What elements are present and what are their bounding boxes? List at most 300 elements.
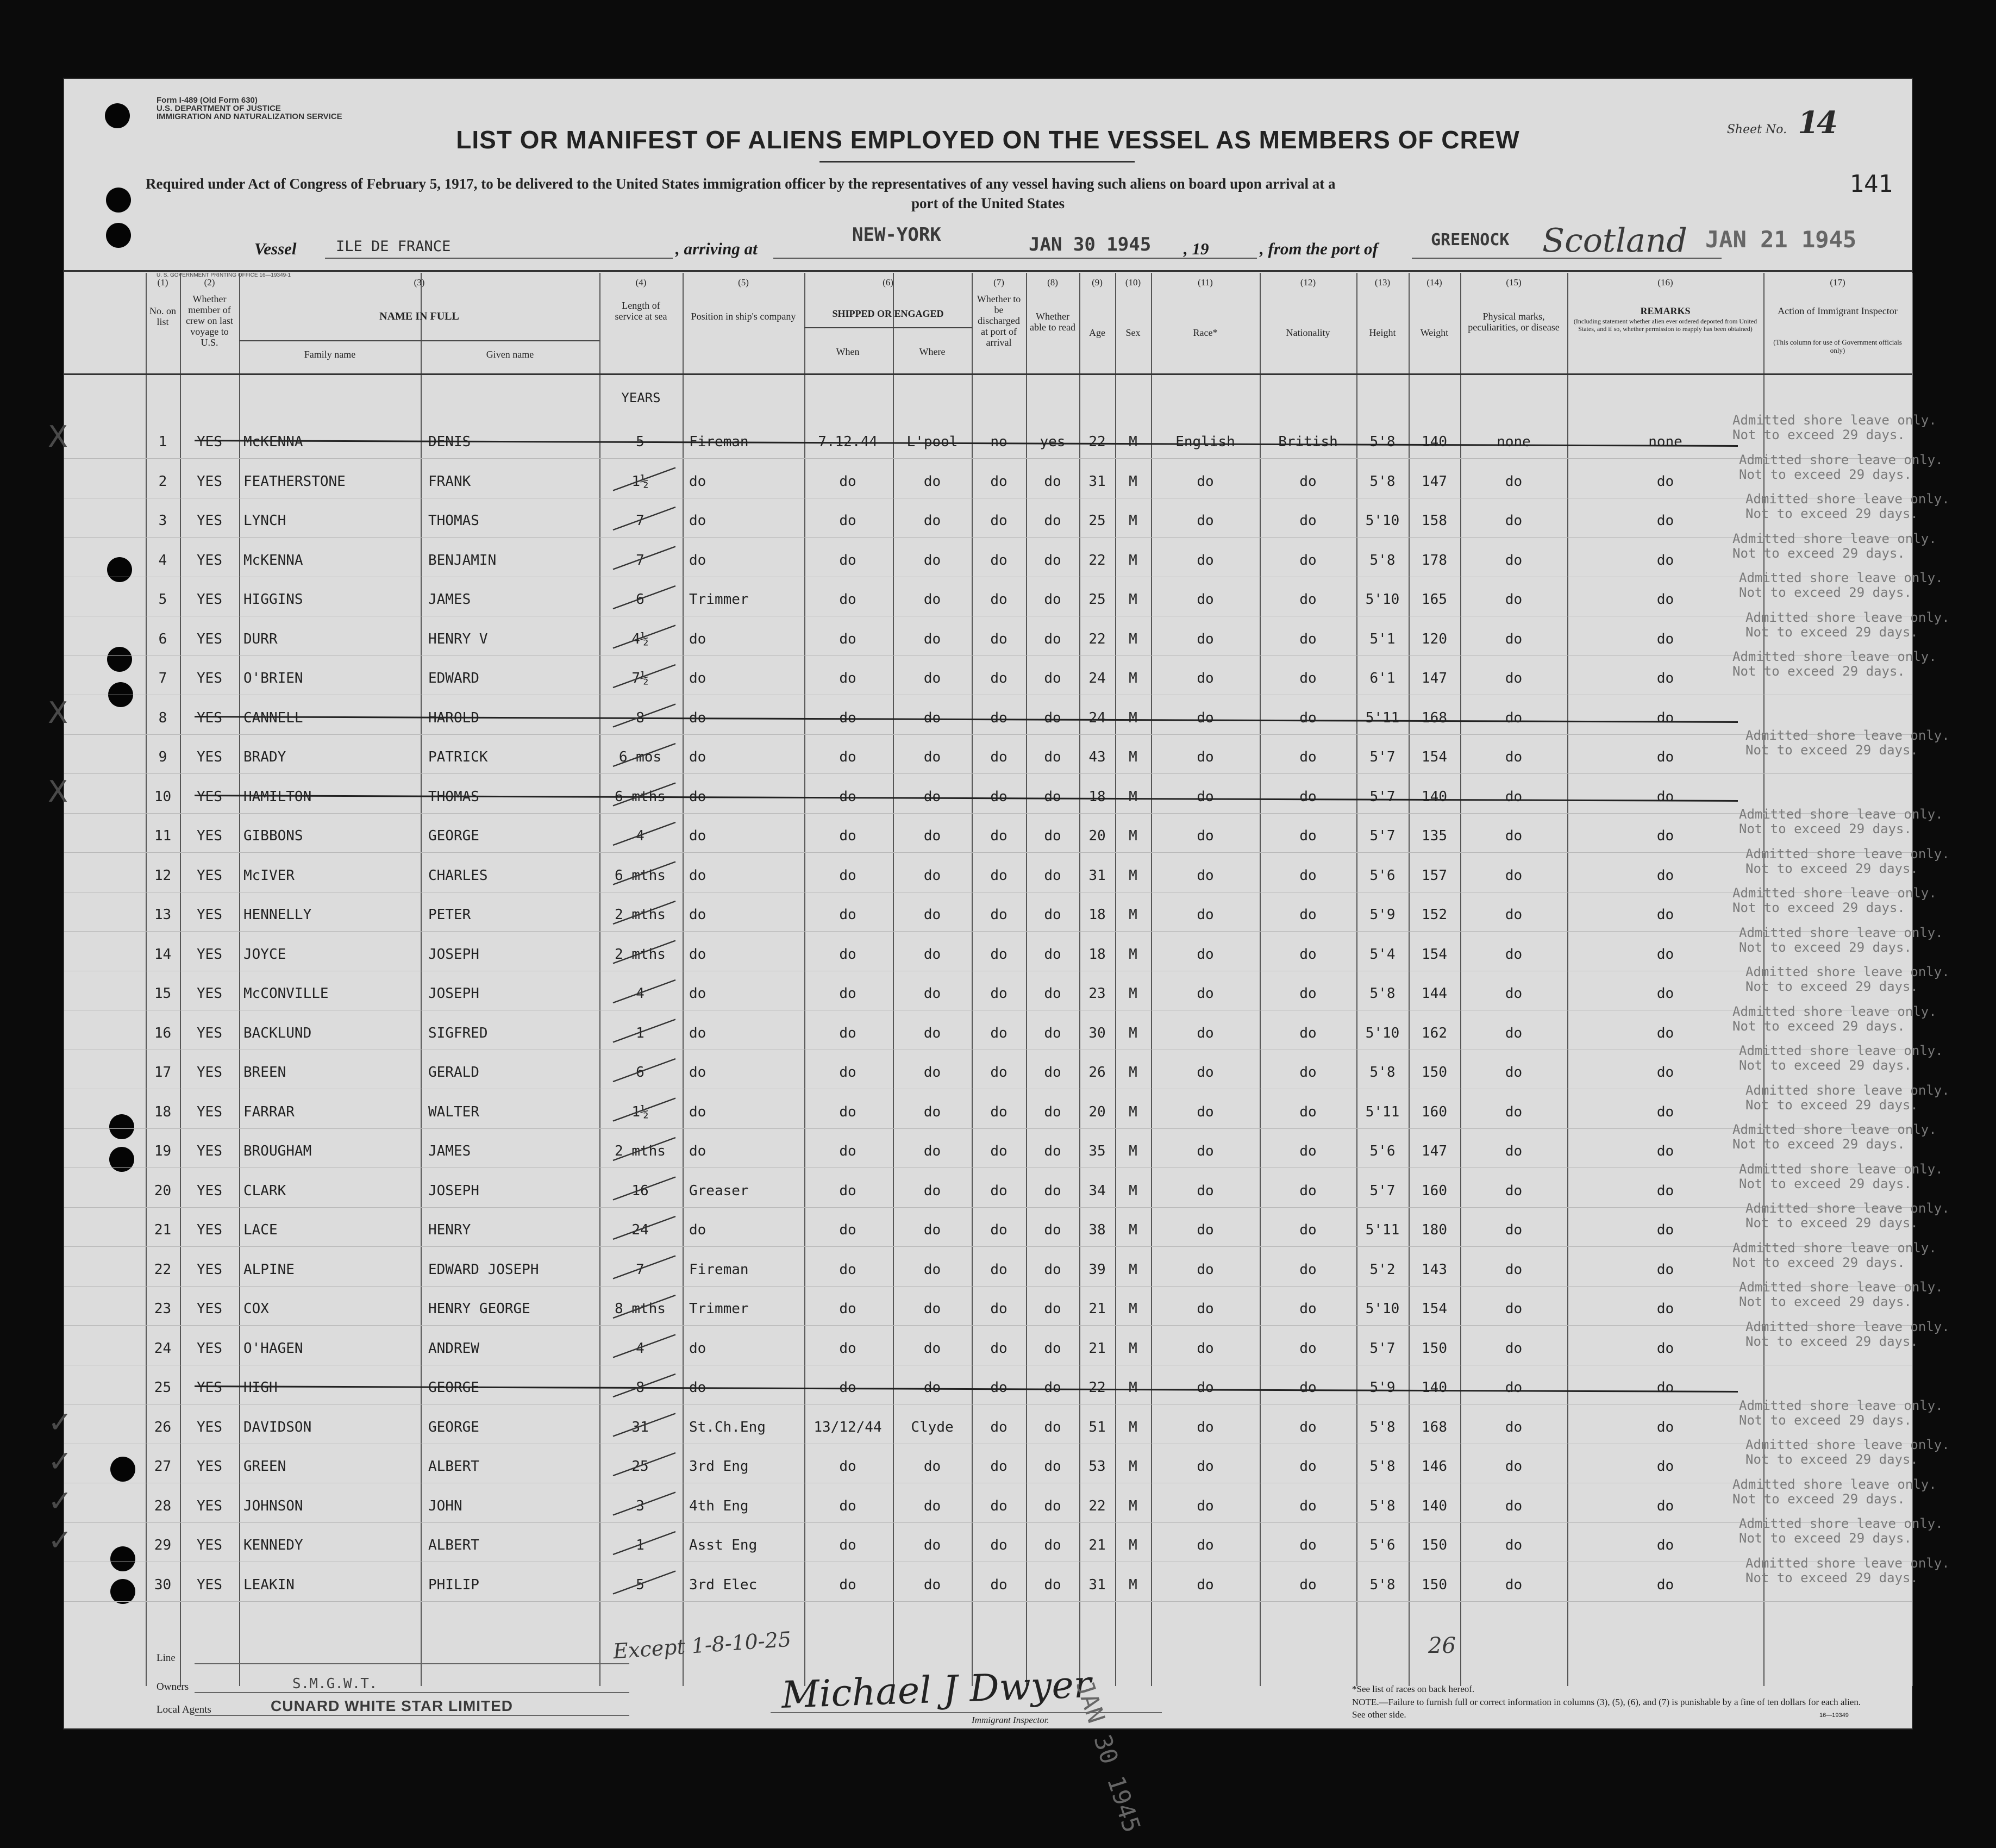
- header-when: When: [836, 346, 860, 357]
- cell-discharged: do: [990, 513, 1008, 529]
- cell-discharged: do: [990, 709, 1008, 726]
- cell-race: do: [1197, 1025, 1214, 1041]
- cell-service: 4½: [631, 630, 649, 647]
- action-remark: Admitted shore leave only. Not to exceed 29 days.: [1739, 1161, 1943, 1191]
- check-mark: ✓: [48, 1523, 73, 1557]
- cell-sex: M: [1129, 1419, 1137, 1435]
- cell-remarks: do: [1656, 1261, 1674, 1278]
- departure-date-stamp: JAN 21 1945: [1705, 226, 1857, 253]
- cell-given: HENRY GEORGE: [428, 1301, 530, 1317]
- cell-remarks: do: [1656, 513, 1674, 529]
- cell-height: 5'4: [1369, 946, 1396, 963]
- cell-age: 26: [1088, 1064, 1106, 1081]
- cell-read: do: [1044, 473, 1061, 490]
- cell-family: CANNELL: [243, 709, 303, 726]
- cross-mark: X: [48, 774, 68, 809]
- cell-physical: do: [1505, 985, 1523, 1002]
- tick-stroke: [613, 1453, 675, 1476]
- cell-member: YES: [197, 630, 222, 647]
- cell-age: 21: [1088, 1301, 1106, 1317]
- cell-read: do: [1044, 1537, 1061, 1553]
- cell-position: do: [689, 946, 706, 963]
- cell-member: YES: [197, 1340, 222, 1357]
- from-port: GREENOCK: [1431, 230, 1510, 249]
- cell-remarks: do: [1656, 1182, 1674, 1199]
- cell-physical: do: [1505, 591, 1523, 608]
- header-whether-member: Whether member of crew on last voyage to U.S.: [186, 294, 233, 348]
- cell-service: 1½: [631, 1103, 649, 1120]
- tick-stroke: [613, 744, 675, 766]
- cell-physical: do: [1505, 1182, 1523, 1199]
- action-remark: Admitted shore leave only. Not to exceed 29 days.: [1745, 1082, 1950, 1113]
- cell-member: YES: [197, 867, 222, 884]
- cell-nationality: do: [1299, 513, 1317, 529]
- cell-sex: M: [1129, 1103, 1137, 1120]
- cell-weight: 140: [1422, 434, 1447, 450]
- cell-height: 5'6: [1369, 1143, 1396, 1159]
- cell-remarks: do: [1656, 1143, 1674, 1159]
- col-number: (7): [993, 277, 1004, 288]
- cell-where: do: [923, 630, 941, 647]
- cell-member: YES: [197, 1064, 222, 1081]
- cell-no: 9: [158, 749, 167, 765]
- cell-member: YES: [197, 670, 222, 686]
- cell-no: 10: [154, 788, 172, 805]
- col-number: (8): [1047, 277, 1058, 288]
- cell-race: do: [1197, 473, 1214, 490]
- cell-family: McIVER: [243, 867, 295, 884]
- cell-where: do: [923, 1182, 941, 1199]
- cell-physical: do: [1505, 1576, 1523, 1593]
- cell-position: do: [689, 907, 706, 923]
- cell-race: do: [1197, 1182, 1214, 1199]
- cell-discharged: do: [990, 1419, 1008, 1435]
- header-height: Height: [1369, 327, 1396, 338]
- cell-sex: M: [1129, 1379, 1137, 1396]
- cell-discharged: do: [990, 828, 1008, 844]
- cell-race: do: [1197, 1261, 1214, 1278]
- cell-position: do: [689, 473, 706, 490]
- cell-discharged: do: [990, 907, 1008, 923]
- cell-nationality: do: [1299, 1379, 1317, 1396]
- cell-discharged: do: [990, 1143, 1008, 1159]
- cell-nationality: do: [1299, 828, 1317, 844]
- action-remark: Admitted shore leave only. Not to exceed 29 days.: [1745, 609, 1950, 640]
- cell-given: ALBERT: [428, 1458, 479, 1475]
- cell-physical: none: [1497, 434, 1531, 450]
- cell-when: do: [839, 1143, 856, 1159]
- cell-no: 18: [154, 1103, 172, 1120]
- header-position: Position in ship's company: [691, 311, 796, 322]
- cell-no: 25: [154, 1379, 172, 1396]
- tick-stroke: [613, 901, 675, 924]
- cell-remarks: do: [1656, 1576, 1674, 1593]
- cell-given: JOSEPH: [428, 1182, 479, 1199]
- cell-no: 30: [154, 1576, 172, 1593]
- cell-read: do: [1044, 788, 1061, 805]
- cell-remarks: do: [1656, 1537, 1674, 1553]
- form-identifier: Form I-489 (Old Form 630) U.S. DEPARTMENT OF JUSTICE IMMIGRATION AND NATURALIZATION SERVICE: [157, 96, 342, 121]
- cell-where: do: [923, 907, 941, 923]
- cell-height: 5'8: [1369, 1576, 1396, 1593]
- crew-table: [48, 273, 1950, 1708]
- cell-given: HENRY: [428, 1222, 471, 1238]
- cell-height: 5'10: [1365, 1025, 1400, 1041]
- cell-given: GEORGE: [428, 828, 479, 844]
- cell-race: do: [1197, 828, 1214, 844]
- cell-no: 23: [154, 1301, 172, 1317]
- cell-read: do: [1044, 1497, 1061, 1514]
- cell-given: JAMES: [428, 1143, 471, 1159]
- cell-where: do: [923, 788, 941, 805]
- cell-family: GREEN: [243, 1458, 286, 1475]
- races-note: *See list of races on back hereof.: [1352, 1684, 1475, 1694]
- cell-position: do: [689, 1222, 706, 1238]
- cell-race: do: [1197, 788, 1214, 805]
- action-remark: Admitted shore leave only. Not to exceed 29 days.: [1732, 413, 1937, 442]
- cell-service: 1½: [631, 473, 649, 490]
- cell-read: do: [1044, 907, 1061, 923]
- cell-family: HIGGINS: [243, 591, 303, 608]
- cell-service: 7: [636, 552, 645, 569]
- cell-given: THOMAS: [428, 788, 479, 805]
- action-remark: Admitted shore leave only. Not to exceed 29 days.: [1739, 570, 1943, 600]
- cell-position: do: [689, 1379, 706, 1396]
- cell-where: do: [923, 1222, 941, 1238]
- cell-member: YES: [197, 1576, 222, 1593]
- cell-where: L'pool: [906, 434, 958, 450]
- cell-age: 22: [1088, 434, 1106, 450]
- cell-height: 5'2: [1369, 1261, 1396, 1278]
- cell-physical: do: [1505, 749, 1523, 765]
- action-remark: Admitted shore leave only. Not to exceed 29 days.: [1732, 885, 1937, 915]
- cell-remarks: do: [1656, 1222, 1674, 1238]
- cell-weight: 140: [1422, 1379, 1447, 1396]
- cell-position: 4th Eng: [689, 1497, 749, 1514]
- cell-sex: M: [1129, 749, 1137, 765]
- cell-family: McKENNA: [243, 552, 303, 569]
- cell-family: O'HAGEN: [243, 1340, 303, 1357]
- cell-no: 28: [154, 1497, 172, 1514]
- cell-given: ANDREW: [428, 1340, 479, 1357]
- header-no-on-list: No. on list: [149, 305, 176, 327]
- cell-given: GEORGE: [428, 1379, 479, 1396]
- cell-height: 5'8: [1369, 552, 1396, 569]
- cell-discharged: do: [990, 1379, 1008, 1396]
- action-remark: Admitted shore leave only. Not to exceed 29 days.: [1732, 530, 1937, 561]
- cell-weight: 158: [1422, 513, 1447, 529]
- cell-discharged: do: [990, 946, 1008, 963]
- cell-physical: do: [1505, 1458, 1523, 1475]
- cell-family: DAVIDSON: [243, 1419, 312, 1435]
- cell-family: BROUGHAM: [243, 1143, 312, 1159]
- tick-stroke: [613, 1138, 675, 1160]
- cell-read: do: [1044, 1143, 1061, 1159]
- cell-member: YES: [197, 946, 222, 963]
- cell-position: do: [689, 828, 706, 844]
- cell-nationality: do: [1299, 709, 1317, 726]
- header-remarks-sub: (Including statement whether alien ever ordered deported from United States, and if so, whether permission to reapply has been obtained): [1573, 317, 1757, 333]
- cell-physical: do: [1505, 867, 1523, 884]
- cell-service: 7: [636, 1261, 645, 1278]
- cell-nationality: do: [1299, 946, 1317, 963]
- cell-nationality: do: [1299, 749, 1317, 765]
- cell-member: YES: [197, 1261, 222, 1278]
- cell-height: 5'7: [1369, 1340, 1396, 1357]
- cell-given: JOSEPH: [428, 946, 479, 963]
- header-shipped-or-engaged: SHIPPED OR ENGAGED: [832, 308, 944, 319]
- line-label: Line: [157, 1652, 176, 1664]
- cell-given: GEORGE: [428, 1419, 479, 1435]
- cell-height: 6'1: [1369, 670, 1396, 686]
- cell-discharged: do: [990, 1458, 1008, 1475]
- cell-remarks: do: [1656, 1103, 1674, 1120]
- cell-family: JOHNSON: [243, 1497, 303, 1514]
- cell-physical: do: [1505, 907, 1523, 923]
- cell-nationality: do: [1299, 1458, 1317, 1475]
- cell-discharged: do: [990, 552, 1008, 569]
- cell-physical: do: [1505, 1301, 1523, 1317]
- cell-sex: M: [1129, 552, 1137, 569]
- cell-race: do: [1197, 1379, 1214, 1396]
- header-discharged: Whether to be discharged at port of arrival: [977, 294, 1021, 348]
- tick-stroke: [613, 626, 675, 648]
- cell-height: 5'8: [1369, 1458, 1396, 1475]
- col-number: (15): [1506, 277, 1522, 288]
- cell-nationality: do: [1299, 1064, 1317, 1081]
- cell-discharged: do: [990, 1497, 1008, 1514]
- cell-when: do: [839, 749, 856, 765]
- cell-height: 5'8: [1369, 1497, 1396, 1514]
- cell-when: do: [839, 552, 856, 569]
- cell-remarks: none: [1648, 434, 1682, 450]
- action-remark: Admitted shore leave only. Not to exceed 29 days.: [1745, 1201, 1950, 1231]
- cell-service: 6 mths: [615, 867, 666, 884]
- cell-service: 3: [636, 1497, 645, 1514]
- cell-no: 8: [158, 709, 167, 726]
- cell-discharged: do: [990, 867, 1008, 884]
- cell-position: do: [689, 1025, 706, 1041]
- cell-weight: 140: [1422, 1497, 1447, 1514]
- cell-age: 18: [1088, 946, 1106, 963]
- cell-service: 5: [636, 434, 645, 450]
- cell-discharged: do: [990, 749, 1008, 765]
- col-number: (3): [414, 277, 425, 288]
- cell-no: 4: [158, 552, 167, 569]
- cell-race: do: [1197, 946, 1214, 963]
- cell-race: do: [1197, 552, 1214, 569]
- cell-read: do: [1044, 1576, 1061, 1593]
- cell-where: do: [923, 1143, 941, 1159]
- cell-when: do: [839, 709, 856, 726]
- cell-nationality: do: [1299, 1182, 1317, 1199]
- cell-weight: 160: [1422, 1182, 1447, 1199]
- cell-where: do: [923, 1103, 941, 1120]
- cell-family: COX: [243, 1301, 269, 1317]
- cell-when: do: [839, 985, 856, 1002]
- inspector-signature: Michael J Dwyer: [780, 1663, 1092, 1717]
- cell-physical: do: [1505, 1064, 1523, 1081]
- cell-family: DURR: [243, 630, 278, 647]
- arrival-date-stamp: JAN 30 1945: [1029, 234, 1152, 255]
- cell-no: 19: [154, 1143, 172, 1159]
- cell-read: do: [1044, 1340, 1061, 1357]
- cell-when: do: [839, 828, 856, 844]
- cell-height: 5'11: [1365, 709, 1400, 726]
- header-family-name: Family name: [304, 349, 356, 360]
- cell-given: PHILIP: [428, 1576, 479, 1593]
- cell-physical: do: [1505, 1497, 1523, 1514]
- cell-sex: M: [1129, 946, 1137, 963]
- col-number: (2): [204, 277, 215, 288]
- cell-age: 43: [1088, 749, 1106, 765]
- cell-read: do: [1044, 1222, 1061, 1238]
- cell-member: YES: [197, 552, 222, 569]
- cell-age: 25: [1088, 513, 1106, 529]
- cell-when: do: [839, 788, 856, 805]
- cell-service: 7: [636, 513, 645, 529]
- col-number: (17): [1830, 277, 1845, 288]
- cell-nationality: do: [1299, 867, 1317, 884]
- cell-height: 5'9: [1369, 1379, 1396, 1396]
- cell-position: Fireman: [689, 434, 749, 450]
- action-remark: Admitted shore leave only. Not to exceed 29 days.: [1745, 1555, 1950, 1585]
- cell-read: do: [1044, 1182, 1061, 1199]
- cell-race: do: [1197, 907, 1214, 923]
- tick-stroke: [613, 507, 675, 530]
- cell-race: English: [1175, 434, 1235, 450]
- cell-where: do: [923, 1379, 941, 1396]
- cell-read: do: [1044, 591, 1061, 608]
- cell-when: do: [839, 1182, 856, 1199]
- tick-stroke: [613, 1295, 675, 1318]
- cell-race: do: [1197, 709, 1214, 726]
- tick-stroke: [613, 1020, 675, 1042]
- penalty-note: NOTE.—Failure to furnish full or correct information in columns (3), (5), (6), and (7) is punishable by a fine of ten dollars for each alien. See other side.: [1352, 1697, 1861, 1720]
- cell-service: 31: [631, 1419, 649, 1435]
- cell-physical: do: [1505, 946, 1523, 963]
- cell-when: do: [839, 1576, 856, 1593]
- vessel-label: Vessel: [254, 239, 297, 258]
- cell-position: St.Ch.Eng: [689, 1419, 766, 1435]
- cell-given: ALBERT: [428, 1537, 479, 1553]
- cell-service: 24: [631, 1222, 649, 1238]
- cell-read: do: [1044, 1025, 1061, 1041]
- cell-nationality: do: [1299, 907, 1317, 923]
- cell-age: 35: [1088, 1143, 1106, 1159]
- vessel-name: ILE DE FRANCE: [336, 238, 451, 255]
- cell-height: 5'11: [1365, 1103, 1400, 1120]
- cell-sex: M: [1129, 1025, 1137, 1041]
- cell-member: YES: [197, 1143, 222, 1159]
- cell-remarks: do: [1656, 709, 1674, 726]
- cell-remarks: do: [1656, 1379, 1674, 1396]
- cell-sex: M: [1129, 1261, 1137, 1278]
- cell-read: do: [1044, 985, 1061, 1002]
- cell-race: do: [1197, 513, 1214, 529]
- cell-member: YES: [197, 828, 222, 844]
- cell-family: ALPINE: [243, 1261, 295, 1278]
- cell-position: do: [689, 709, 706, 726]
- col-number: (13): [1374, 277, 1391, 288]
- cell-remarks: do: [1656, 1340, 1674, 1357]
- cell-member: YES: [197, 513, 222, 529]
- header-weight: Weight: [1420, 327, 1449, 338]
- header-race: Race*: [1193, 327, 1218, 338]
- cell-family: LEAKIN: [243, 1576, 295, 1593]
- form-code: 16—19349: [1819, 1712, 1849, 1719]
- cell-remarks: do: [1656, 867, 1674, 884]
- cell-discharged: do: [990, 1537, 1008, 1553]
- printer-line: U. S. GOVERNMENT PRINTING OFFICE 16—19349-1: [157, 272, 291, 278]
- tick-stroke: [613, 822, 675, 845]
- cell-age: 38: [1088, 1222, 1106, 1238]
- cell-given: CHARLES: [428, 867, 488, 884]
- cell-discharged: do: [990, 473, 1008, 490]
- cell-weight: 147: [1422, 1143, 1447, 1159]
- header-action-sub: (This column for use of Government officials only): [1773, 338, 1902, 354]
- cell-remarks: do: [1656, 1419, 1674, 1435]
- cell-weight: 162: [1422, 1025, 1447, 1041]
- immigrant-inspector-label: Immigrant Inspector.: [972, 1715, 1049, 1725]
- cell-weight: 150: [1422, 1576, 1447, 1593]
- cell-where: do: [923, 867, 941, 884]
- from-country-handwritten: Scotland: [1542, 222, 1687, 260]
- cell-read: do: [1044, 1458, 1061, 1475]
- arriving-label: , arriving at: [675, 239, 758, 258]
- cell-no: 24: [154, 1340, 172, 1357]
- cell-discharged: do: [990, 630, 1008, 647]
- cell-weight: 157: [1422, 867, 1447, 884]
- cell-weight: 160: [1422, 1103, 1447, 1120]
- action-remark: Admitted shore leave only. Not to exceed 29 days.: [1739, 452, 1943, 482]
- cell-nationality: do: [1299, 1340, 1317, 1357]
- cell-read: do: [1044, 1103, 1061, 1120]
- cell-family: McCONVILLE: [243, 985, 329, 1002]
- cell-discharged: do: [990, 1064, 1008, 1081]
- cell-position: 3rd Elec: [689, 1576, 758, 1593]
- cell-no: 29: [154, 1537, 172, 1553]
- cell-height: 5'10: [1365, 591, 1400, 608]
- cell-weight: 154: [1422, 946, 1447, 963]
- cell-service: 2 mths: [615, 946, 666, 963]
- cell-service: 8: [636, 1379, 645, 1396]
- cell-no: 13: [154, 907, 172, 923]
- act-statement-continued: port of the United States: [911, 195, 1065, 211]
- col-number: (12): [1300, 277, 1316, 288]
- cell-no: 3: [158, 513, 167, 529]
- title-underline: [819, 161, 1135, 163]
- cell-age: 30: [1088, 1025, 1106, 1041]
- cell-member: YES: [197, 591, 222, 608]
- cell-position: do: [689, 513, 706, 529]
- cell-where: do: [923, 473, 941, 490]
- cell-no: 14: [154, 946, 172, 963]
- cell-age: 22: [1088, 1497, 1106, 1514]
- cell-given: THOMAS: [428, 513, 479, 529]
- cell-sex: M: [1129, 1340, 1137, 1357]
- cell-read: do: [1044, 709, 1061, 726]
- header-where: Where: [919, 346, 946, 357]
- vessel-line: [64, 222, 1912, 266]
- cell-member: YES: [197, 1458, 222, 1475]
- cell-height: 5'6: [1369, 867, 1396, 884]
- col-number: (1): [157, 277, 168, 288]
- cell-nationality: do: [1299, 1576, 1317, 1593]
- cell-family: O'BRIEN: [243, 670, 303, 686]
- cell-sex: M: [1129, 670, 1137, 686]
- cell-position: do: [689, 1103, 706, 1120]
